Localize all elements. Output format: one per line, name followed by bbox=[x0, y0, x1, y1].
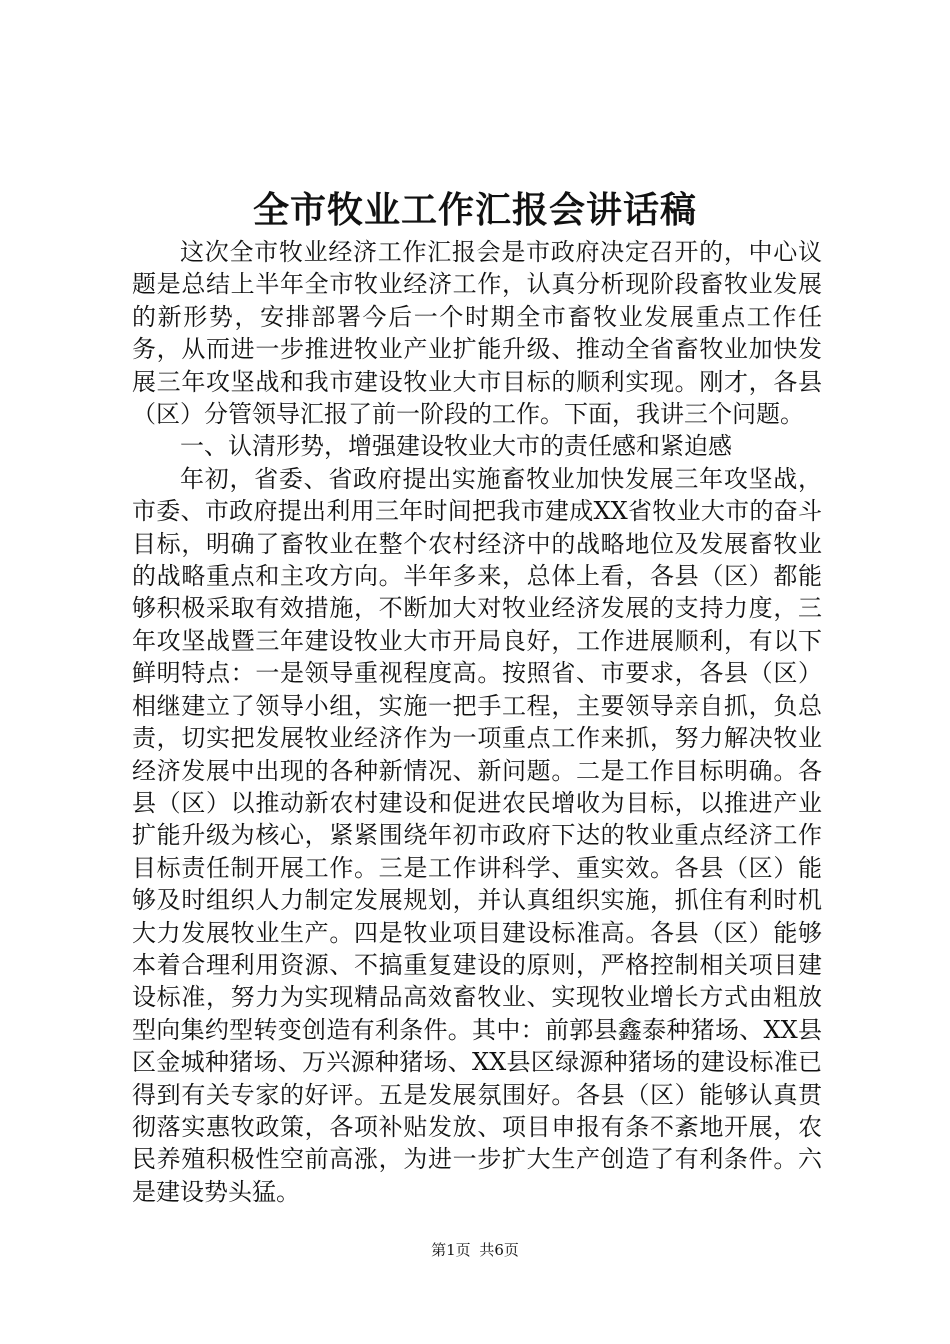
paragraph-section-1: 年初，省委、省政府提出实施畜牧业加快发展三年攻坚战，市委、市政府提出利用三年时间把我市建成XX省牧业大市的奋斗目标，明确了畜牧业在整个农村经济中的战略地位及发展畜牧业的战略重点和主攻方向。半年多来，总体上看，各县（区）都能够积极采取有效措施，不断加大对牧业经济发展的支持力度，三年攻坚战暨三年建设牧业大市开局良好，工作进展顺利，有以下鲜明特点：一是领导重视程度高。按照省、市要求，各县（区）相继建立了领导小组，实施一把手工程，主要领导亲自抓，负总责，切实把发展牧业经济作为一项重点工作来抓，努力解决牧业经济发展中出现的各种新情况、新问题。二是工作目标明确。各县（区）以推动新农村建设和促进农民增收为目标，以推进产业扩能升级为核心，紧紧围绕年初市政府下达的牧业重点经济工作目标责任制开展工作。三是工作讲科学、重实效。各县（区）能够及时组织人力制定发展规划，并认真组织实施，抓住有利时机大力发展牧业生产。四是牧业项目建设标准高。各县（区）能够本着合理利用资源、不搞重复建设的原则，严格控制相关项目建设标准，努力为实现精品高效畜牧业、实现牧业增长方式由粗放型向集约型转变创造有利条件。其中：前郭县鑫泰种猪场、XX县区金城种猪场、万兴源种猪场、XX县区绿源种猪场的建设标准已得到有关专家的好评。五是发展氛围好。各县（区）能够认真贯彻落实惠牧政策，各项补贴发放、项目申报有条不紊地开展，农民养殖积极性空前高涨，为进一步扩大生产创造了有利条件。六是建设势头猛。 bbox=[132, 464, 822, 1206]
page-footer bbox=[0, 1240, 950, 1260]
page-number: 第1页 bbox=[431, 1241, 471, 1259]
paragraph-intro: 这次全市牧业经济工作汇报会是市政府决定召开的，中心议题是总结上半年全市牧业经济工作，认真分析现阶段畜牧业发展的新形势，安排部署今后一个时期全市畜牧业发展重点工作任务，从而进一步推进牧业产业扩能升级、推动全省畜牧业加快发展三年攻坚战和我市建设牧业大市目标的顺利实现。刚才，各县（区）分管领导汇报了前一阶段的工作。下面，我讲三个问题。 bbox=[132, 238, 822, 429]
section-heading-1: 一、认清形势，增强建设牧业大市的责任感和紧迫感 bbox=[180, 432, 732, 461]
page-title: 全市牧业工作汇报会讲话稿 bbox=[252, 189, 697, 231]
page-total: 共6页 bbox=[479, 1241, 519, 1259]
document-body bbox=[132, 236, 822, 1208]
